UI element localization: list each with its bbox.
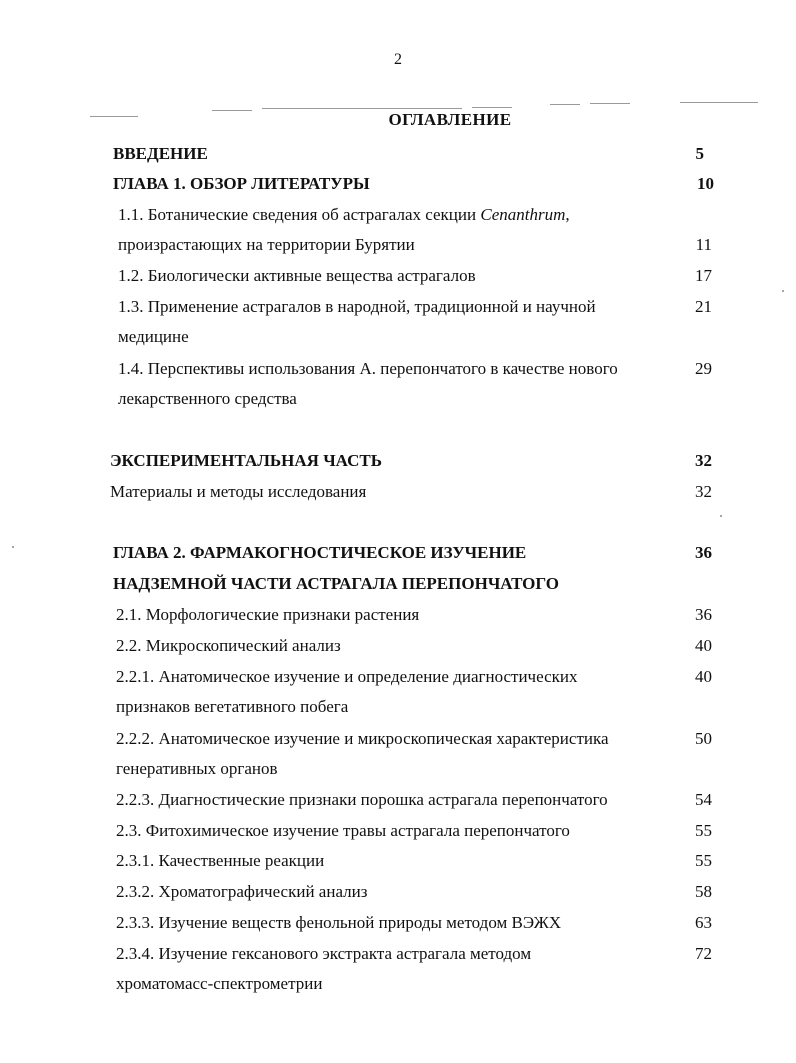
toc-entry-chapter-1 (0, 172, 796, 196)
toc-entry-title: 2.3.4. Изучение гексанового экстракта астрагала методом (116, 944, 532, 963)
toc-entry-title-cont: НАДЗЕМНОЙ ЧАСТИ АСТРАГАЛА ПЕРЕПОНЧАТОГО (113, 574, 560, 593)
scan-line (680, 102, 758, 103)
toc-entry-page: 55 (695, 851, 712, 870)
toc-entry-1-3-cont (0, 325, 796, 349)
toc-entry-2-3-4 (0, 942, 796, 966)
toc-entry-page: 54 (695, 790, 712, 809)
toc-entry-page: 63 (695, 913, 712, 932)
toc-entry-title: 2.2.2. Анатомическое изучение и микроскопическая характеристика (116, 729, 609, 748)
toc-entry-1-1 (0, 203, 796, 227)
toc-entry-title-cont: лекарственного средства (118, 389, 297, 408)
toc-entry-title: 2.3.3. Изучение веществ фенольной природы методом ВЭЖХ (116, 913, 562, 932)
toc-entry-page: 21 (695, 297, 712, 316)
latin-name: Cenanthrum (480, 205, 566, 224)
toc-entry-chapter-2-cont (0, 572, 796, 596)
toc-entry-page: 36 (695, 543, 712, 562)
toc-entry-title: 2.3.2. Хроматографический анализ (116, 882, 368, 901)
toc-entry-1-4-cont (0, 387, 796, 411)
toc-entry-title: ГЛАВА 1. ОБЗОР ЛИТЕРАТУРЫ (113, 174, 370, 193)
toc-entry-page: 32 (695, 482, 712, 501)
toc-entry-page: 58 (695, 882, 712, 901)
toc-entry-title: 2.3.1. Качественные реакции (116, 851, 325, 870)
toc-entry-title: Материалы и методы исследования (110, 482, 367, 501)
scan-line (550, 104, 580, 105)
toc-entry-2-2-1-cont (0, 695, 796, 719)
toc-entry-2-2-3 (0, 788, 796, 812)
toc-entry-2-3-1 (0, 849, 796, 873)
toc-entry-page: 32 (695, 451, 712, 470)
toc-entry-2-3-2 (0, 880, 796, 904)
toc-entry-title-cont: признаков вегетативного побега (116, 697, 349, 716)
toc-entry-2-3-3 (0, 911, 796, 935)
scan-dot (720, 515, 722, 517)
toc-entry-1-1-cont (0, 233, 796, 257)
toc-entry-title: 2.3. Фитохимическое изучение травы астрагала перепончатого (116, 821, 570, 840)
toc-heading: ОГЛАВЛЕНИЕ (388, 110, 512, 129)
toc-entry-page: 72 (695, 944, 712, 963)
toc-entry-title: 2.2. Микроскопический анализ (116, 636, 341, 655)
toc-entry-title: 2.2.3. Диагностические признаки порошка астрагала перепончатого (116, 790, 608, 809)
toc-entry-intro (0, 142, 796, 166)
toc-entry-page: 55 (695, 821, 712, 840)
toc-entry-1-3 (0, 295, 796, 319)
toc-entry-2-2-2-cont (0, 757, 796, 781)
toc-entry-title: 1.2. Биологически активные вещества астрагалов (118, 266, 476, 285)
toc-entry-2-2 (0, 634, 796, 658)
toc-entry-chapter-2 (0, 541, 796, 565)
toc-entry-title (118, 203, 570, 227)
toc-entry-page: 17 (695, 266, 712, 285)
toc-entry-2-3 (0, 819, 796, 843)
toc-entry-title: 2.2.1. Анатомическое изучение и определение диагностических (116, 667, 578, 686)
toc-entry-title-cont: медицине (118, 327, 189, 346)
toc-entry-page: 11 (695, 235, 712, 254)
toc-entry-title-part: , (565, 205, 570, 224)
scan-line (590, 103, 630, 104)
toc-entry-page: 50 (695, 729, 712, 748)
toc-entry-page: 5 (695, 144, 704, 163)
toc-entry-2-2-1 (0, 665, 796, 689)
scan-line (472, 107, 512, 108)
toc-entry-title-cont: произрастающих на территории Бурятии (118, 235, 415, 254)
toc-entry-page: 40 (695, 667, 712, 686)
toc-entry-title: ГЛАВА 2. ФАРМАКОГНОСТИЧЕСКОЕ ИЗУЧЕНИЕ (113, 543, 527, 562)
toc-entry-title: 2.1. Морфологические признаки растения (116, 605, 420, 624)
toc-entry-page: 36 (695, 605, 712, 624)
toc-entry-1-4 (0, 357, 796, 381)
scan-line (262, 108, 462, 109)
toc-entry-page: 10 (697, 174, 714, 193)
toc-entry-title-part: 1.1. Ботанические сведения об астрагалах секции (118, 205, 481, 224)
toc-entry-2-1 (0, 603, 796, 627)
toc-entry-title: ВВЕДЕНИЕ (113, 144, 208, 163)
toc-entry-title: ЭКСПЕРИМЕНТАЛЬНАЯ ЧАСТЬ (110, 451, 382, 470)
toc-entry-2-2-2 (0, 727, 796, 751)
toc-entry-title: 1.4. Перспективы использования А. перепончатого в качестве нового (118, 359, 618, 378)
toc-entry-page: 29 (695, 359, 712, 378)
toc-entry-title-cont: хроматомасс-спектрометрии (116, 974, 323, 993)
toc-entry-2-3-4-cont (0, 972, 796, 996)
toc-entry-experimental (0, 449, 796, 473)
scan-dot (782, 290, 784, 292)
toc-entry-page: 40 (695, 636, 712, 655)
toc-entry-title: 1.3. Применение астрагалов в народной, традиционной и научной (118, 297, 596, 316)
toc-entry-title-cont: генеративных органов (116, 759, 278, 778)
toc-entry-materials (0, 480, 796, 504)
page-number: 2 (394, 51, 402, 68)
toc-entry-1-2 (0, 264, 796, 288)
